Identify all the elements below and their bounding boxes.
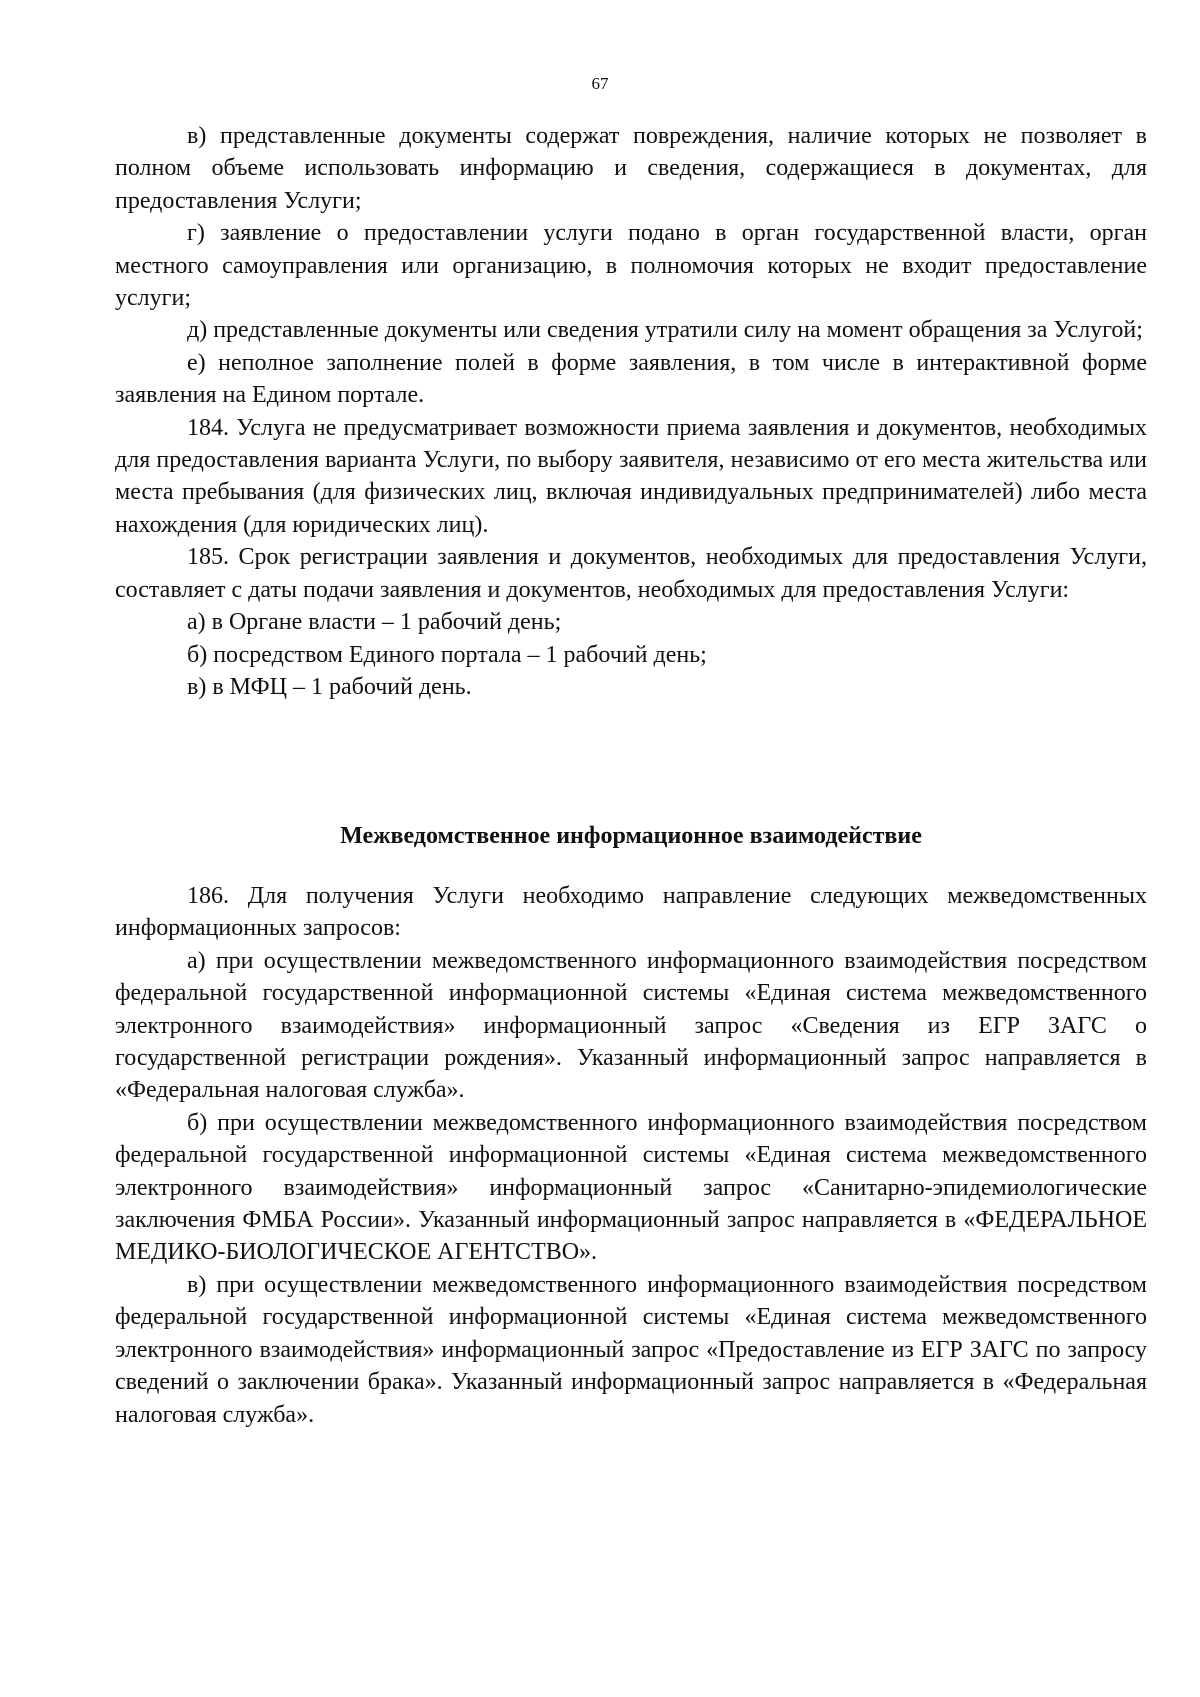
paragraph: в) представленные документы содержат повреждения, наличие которых не позволяет в полном объеме использовать информацию и сведения, содержащиеся в документах, для предоставления Услуги;	[115, 123, 1147, 214]
paragraph: в) в МФЦ – 1 рабочий день.	[187, 673, 472, 700]
paragraph: 184. Услуга не предусматривает возможности приема заявления и документов, необходимых для предоставления варианта Услуги, по выбору заявителя, независимо от его места жительства или места пребывания (для физических лиц, включая индивидуальных предпринимателей) либо места нахождения (для юридических лиц).	[115, 414, 1147, 538]
paragraph: 185. Срок регистрации заявления и документов, необходимых для предоставления Услуги, составляет с даты подачи заявления и документов, необходимых для предоставления Услуги:	[115, 544, 1147, 603]
paragraph: г) заявление о предоставлении услуги подано в орган государственной власти, орган местного самоуправления или организацию, в полномочия которых не входит предоставление услуги;	[115, 220, 1147, 312]
page-number: 67	[591, 74, 609, 93]
paragraph: в) при осуществлении межведомственного информационного взаимодействия посредством федеральной государственной информационной системы «Единая система межведомственного электронного взаимодействия» информационный запрос «Предоставление из ЕГР ЗАГС по запросу сведений о заключении брака». Указанный информационный запрос направляется в «Федеральная налоговая служба».	[115, 1271, 1147, 1428]
paragraph: е) неполное заполнение полей в форме заявления, в том числе в интерактивной форме заявления на Едином портале.	[115, 349, 1147, 409]
paragraph: 186. Для получения Услуги необходимо направление следующих межведомственных информационных запросов:	[115, 883, 1147, 942]
section-heading: Межведомственное информационное взаимодействие	[340, 823, 922, 849]
paragraph: б) при осуществлении межведомственного информационного взаимодействия посредством федеральной государственной информационной системы «Единая система межведомственного электронного взаимодействия» информационный запрос «Санитарно-эпидемиологические заключения ФМБА России». Указанный информационный запрос направляется в «ФЕДЕРАЛЬНОЕ МЕДИКО-БИОЛОГИЧЕСКОЕ АГЕНТСТВО».	[115, 1109, 1147, 1266]
paragraph: а) при осуществлении межведомственного информационного взаимодействия посредством федеральной государственной информационной системы «Единая система межведомственного электронного взаимодействия» информационный запрос «Сведения из ЕГР ЗАГС о государственной регистрации рождения». Указанный информационный запрос направляется в «Федеральная налоговая служба».	[115, 947, 1147, 1104]
paragraph: а) в Органе власти – 1 рабочий день;	[187, 609, 562, 636]
paragraph: б) посредством Единого портала – 1 рабочий день;	[187, 641, 707, 668]
paragraph: д) представленные документы или сведения утратили силу на момент обращения за Услугой;	[187, 317, 1143, 344]
paragraphs-top	[115, 120, 1147, 703]
paragraphs-bottom	[115, 880, 1147, 1431]
